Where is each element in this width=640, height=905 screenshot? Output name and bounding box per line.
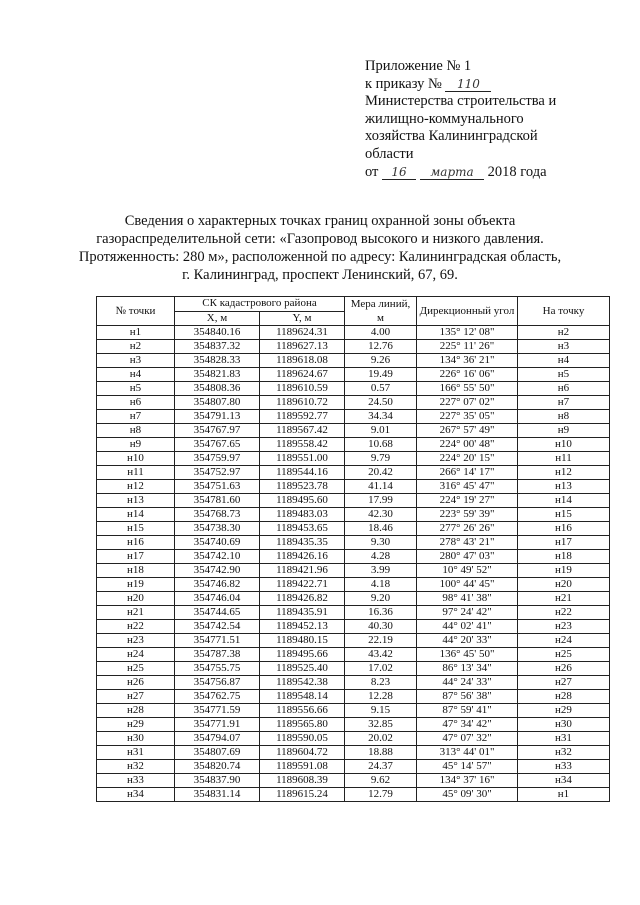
cell-y: 1189604.72 bbox=[260, 746, 345, 760]
cell-angle: 227° 35' 05" bbox=[417, 410, 518, 424]
table-row bbox=[97, 382, 610, 396]
header-sk: СК кадастрового района bbox=[175, 297, 345, 312]
cell-length: 9.30 bbox=[345, 536, 417, 550]
cell-x: 354751.63 bbox=[175, 480, 260, 494]
cell-x: 354820.74 bbox=[175, 760, 260, 774]
cell-point: н5 bbox=[97, 382, 175, 396]
cell-length: 4.00 bbox=[345, 326, 417, 340]
cell-y: 1189608.39 bbox=[260, 774, 345, 788]
cell-x: 354756.87 bbox=[175, 676, 260, 690]
table-row bbox=[97, 354, 610, 368]
cell-length: 18.88 bbox=[345, 746, 417, 760]
cell-y: 1189435.91 bbox=[260, 606, 345, 620]
cell-y: 1189523.78 bbox=[260, 480, 345, 494]
table-row bbox=[97, 606, 610, 620]
cell-to-point: н16 bbox=[518, 522, 610, 536]
cell-point: н34 bbox=[97, 788, 175, 802]
table-row bbox=[97, 578, 610, 592]
cell-point: н15 bbox=[97, 522, 175, 536]
cell-y: 1189542.38 bbox=[260, 676, 345, 690]
cell-length: 17.99 bbox=[345, 494, 417, 508]
cell-to-point: н4 bbox=[518, 354, 610, 368]
cell-y: 1189435.35 bbox=[260, 536, 345, 550]
cell-y: 1189422.71 bbox=[260, 578, 345, 592]
cell-x: 354752.97 bbox=[175, 466, 260, 480]
table-row bbox=[97, 634, 610, 648]
cell-angle: 47° 34' 42" bbox=[417, 718, 518, 732]
cell-y: 1189426.16 bbox=[260, 550, 345, 564]
cell-angle: 278° 43' 21" bbox=[417, 536, 518, 550]
cell-length: 34.34 bbox=[345, 410, 417, 424]
cell-point: н13 bbox=[97, 494, 175, 508]
table-row bbox=[97, 760, 610, 774]
cell-y: 1189615.24 bbox=[260, 788, 345, 802]
table-row bbox=[97, 592, 610, 606]
table-row bbox=[97, 522, 610, 536]
cell-length: 12.79 bbox=[345, 788, 417, 802]
table-row bbox=[97, 620, 610, 634]
cell-to-point: н11 bbox=[518, 452, 610, 466]
cell-angle: 226° 16' 06" bbox=[417, 368, 518, 382]
cell-angle: 136° 45' 50" bbox=[417, 648, 518, 662]
table-row bbox=[97, 494, 610, 508]
cell-length: 12.76 bbox=[345, 340, 417, 354]
cell-point: н14 bbox=[97, 508, 175, 522]
date-line bbox=[365, 164, 615, 182]
cell-length: 24.37 bbox=[345, 760, 417, 774]
cell-to-point: н31 bbox=[518, 732, 610, 746]
table-row bbox=[97, 788, 610, 802]
cell-angle: 316° 45' 47" bbox=[417, 480, 518, 494]
table-row bbox=[97, 718, 610, 732]
cell-angle: 134° 36' 21" bbox=[417, 354, 518, 368]
table-row bbox=[97, 410, 610, 424]
cell-x: 354794.07 bbox=[175, 732, 260, 746]
cell-to-point: н6 bbox=[518, 382, 610, 396]
ministry-line-3: хозяйства Калининградской bbox=[365, 128, 538, 145]
cell-x: 354837.32 bbox=[175, 340, 260, 354]
cell-to-point: н28 bbox=[518, 690, 610, 704]
cell-angle: 98° 41' 38" bbox=[417, 592, 518, 606]
cell-y: 1189452.13 bbox=[260, 620, 345, 634]
cell-x: 354808.36 bbox=[175, 382, 260, 396]
table-row bbox=[97, 368, 610, 382]
header-angle: Дирекционный угол bbox=[417, 297, 518, 326]
date-day-handwritten: 16 bbox=[382, 165, 416, 180]
cell-point: н4 bbox=[97, 368, 175, 382]
cell-x: 354787.38 bbox=[175, 648, 260, 662]
cell-length: 43.42 bbox=[345, 648, 417, 662]
table-row bbox=[97, 340, 610, 354]
cell-point: н33 bbox=[97, 774, 175, 788]
table-row bbox=[97, 536, 610, 550]
appendix-block bbox=[365, 58, 615, 181]
cell-point: н31 bbox=[97, 746, 175, 760]
cell-y: 1189495.66 bbox=[260, 648, 345, 662]
cell-point: н29 bbox=[97, 718, 175, 732]
cell-y: 1189544.16 bbox=[260, 466, 345, 480]
cell-to-point: н32 bbox=[518, 746, 610, 760]
cell-point: н27 bbox=[97, 690, 175, 704]
order-number-handwritten: 110 bbox=[445, 77, 491, 92]
table-body bbox=[97, 326, 610, 802]
order-line bbox=[365, 76, 615, 94]
cell-y: 1189610.59 bbox=[260, 382, 345, 396]
cell-to-point: н1 bbox=[518, 788, 610, 802]
cell-angle: 45° 14' 57" bbox=[417, 760, 518, 774]
table-row bbox=[97, 746, 610, 760]
cell-point: н24 bbox=[97, 648, 175, 662]
cell-y: 1189525.40 bbox=[260, 662, 345, 676]
cell-to-point: н20 bbox=[518, 578, 610, 592]
cell-length: 9.15 bbox=[345, 704, 417, 718]
cell-point: н3 bbox=[97, 354, 175, 368]
cell-point: н18 bbox=[97, 564, 175, 578]
cell-point: н16 bbox=[97, 536, 175, 550]
cell-point: н12 bbox=[97, 480, 175, 494]
ministry-line-4: области bbox=[365, 145, 414, 162]
cell-length: 10.68 bbox=[345, 438, 417, 452]
cell-y: 1189624.31 bbox=[260, 326, 345, 340]
table-row bbox=[97, 508, 610, 522]
cell-x: 354742.54 bbox=[175, 620, 260, 634]
cell-x: 354744.65 bbox=[175, 606, 260, 620]
cell-x: 354767.97 bbox=[175, 424, 260, 438]
cell-y: 1189551.00 bbox=[260, 452, 345, 466]
table-row bbox=[97, 648, 610, 662]
cell-to-point: н8 bbox=[518, 410, 610, 424]
cell-point: н8 bbox=[97, 424, 175, 438]
table-row bbox=[97, 480, 610, 494]
cell-y: 1189426.82 bbox=[260, 592, 345, 606]
header-to-point: На точку bbox=[518, 297, 610, 326]
order-prefix: к приказу № bbox=[365, 75, 442, 92]
cell-length: 32.85 bbox=[345, 718, 417, 732]
cell-to-point: н34 bbox=[518, 774, 610, 788]
cell-y: 1189453.65 bbox=[260, 522, 345, 536]
cell-x: 354767.65 bbox=[175, 438, 260, 452]
cell-point: н21 bbox=[97, 606, 175, 620]
cell-y: 1189567.42 bbox=[260, 424, 345, 438]
cell-length: 3.99 bbox=[345, 564, 417, 578]
ministry-line-2: жилищно-коммунального bbox=[365, 110, 524, 127]
table-row bbox=[97, 550, 610, 564]
cell-angle: 223° 59' 39" bbox=[417, 508, 518, 522]
cell-x: 354840.16 bbox=[175, 326, 260, 340]
cell-to-point: н17 bbox=[518, 536, 610, 550]
cell-length: 4.18 bbox=[345, 578, 417, 592]
cell-length: 40.30 bbox=[345, 620, 417, 634]
cell-to-point: н13 bbox=[518, 480, 610, 494]
cell-point: н25 bbox=[97, 662, 175, 676]
table-row bbox=[97, 690, 610, 704]
cell-point: н26 bbox=[97, 676, 175, 690]
heading-line-4: г. Калининград, проспект Ленинский, 67, 69. bbox=[182, 267, 458, 283]
cell-y: 1189480.15 bbox=[260, 634, 345, 648]
cell-length: 9.01 bbox=[345, 424, 417, 438]
cell-y: 1189590.05 bbox=[260, 732, 345, 746]
cell-x: 354781.60 bbox=[175, 494, 260, 508]
table-row bbox=[97, 466, 610, 480]
cell-angle: 280° 47' 03" bbox=[417, 550, 518, 564]
cell-point: н6 bbox=[97, 396, 175, 410]
cell-to-point: н18 bbox=[518, 550, 610, 564]
table-row bbox=[97, 396, 610, 410]
cell-length: 9.26 bbox=[345, 354, 417, 368]
cell-x: 354762.75 bbox=[175, 690, 260, 704]
cell-to-point: н9 bbox=[518, 424, 610, 438]
table-row bbox=[97, 676, 610, 690]
header-y: Y, м bbox=[260, 311, 345, 326]
cell-point: н20 bbox=[97, 592, 175, 606]
cell-angle: 86° 13' 34" bbox=[417, 662, 518, 676]
cell-length: 9.62 bbox=[345, 774, 417, 788]
cell-x: 354738.30 bbox=[175, 522, 260, 536]
cell-to-point: н22 bbox=[518, 606, 610, 620]
cell-angle: 225° 11' 26" bbox=[417, 340, 518, 354]
cell-length: 41.14 bbox=[345, 480, 417, 494]
cell-y: 1189495.60 bbox=[260, 494, 345, 508]
cell-point: н1 bbox=[97, 326, 175, 340]
cell-angle: 44° 24' 33" bbox=[417, 676, 518, 690]
cell-y: 1189421.96 bbox=[260, 564, 345, 578]
cell-length: 18.46 bbox=[345, 522, 417, 536]
cell-length: 0.57 bbox=[345, 382, 417, 396]
cell-length: 22.19 bbox=[345, 634, 417, 648]
document-heading bbox=[70, 212, 570, 284]
cell-x: 354831.14 bbox=[175, 788, 260, 802]
cell-y: 1189548.14 bbox=[260, 690, 345, 704]
table-row bbox=[97, 662, 610, 676]
cell-to-point: н27 bbox=[518, 676, 610, 690]
cell-to-point: н10 bbox=[518, 438, 610, 452]
cell-x: 354768.73 bbox=[175, 508, 260, 522]
cell-y: 1189556.66 bbox=[260, 704, 345, 718]
cell-x: 354807.80 bbox=[175, 396, 260, 410]
cell-angle: 10° 49' 52" bbox=[417, 564, 518, 578]
cell-to-point: н7 bbox=[518, 396, 610, 410]
table-row bbox=[97, 438, 610, 452]
cell-x: 354746.82 bbox=[175, 578, 260, 592]
cell-length: 9.79 bbox=[345, 452, 417, 466]
date-month-handwritten: марта bbox=[420, 165, 484, 180]
cell-angle: 227° 07' 02" bbox=[417, 396, 518, 410]
cell-angle: 277° 26' 26" bbox=[417, 522, 518, 536]
cell-to-point: н14 bbox=[518, 494, 610, 508]
cell-x: 354742.90 bbox=[175, 564, 260, 578]
heading-line-2: газораспределительной сети: «Газопровод высокого и низкого давления. bbox=[96, 231, 544, 247]
cell-to-point: н12 bbox=[518, 466, 610, 480]
cell-angle: 135° 12' 08" bbox=[417, 326, 518, 340]
table-row bbox=[97, 424, 610, 438]
cell-angle: 47° 07' 32" bbox=[417, 732, 518, 746]
cell-length: 17.02 bbox=[345, 662, 417, 676]
cell-x: 354791.13 bbox=[175, 410, 260, 424]
cell-y: 1189618.08 bbox=[260, 354, 345, 368]
cell-point: н19 bbox=[97, 578, 175, 592]
cell-point: н10 bbox=[97, 452, 175, 466]
cell-x: 354771.51 bbox=[175, 634, 260, 648]
cell-y: 1189591.08 bbox=[260, 760, 345, 774]
cell-angle: 266° 14' 17" bbox=[417, 466, 518, 480]
heading-line-1: Сведения о характерных точках границ охранной зоны объекта bbox=[124, 213, 516, 229]
cell-point: н17 bbox=[97, 550, 175, 564]
cell-to-point: н30 bbox=[518, 718, 610, 732]
cell-x: 354742.10 bbox=[175, 550, 260, 564]
cell-point: н11 bbox=[97, 466, 175, 480]
table-row bbox=[97, 564, 610, 578]
header-length: Мера линий, м bbox=[345, 297, 417, 326]
cell-point: н22 bbox=[97, 620, 175, 634]
table-row bbox=[97, 452, 610, 466]
cell-angle: 313° 44' 01" bbox=[417, 746, 518, 760]
cell-to-point: н5 bbox=[518, 368, 610, 382]
cell-y: 1189592.77 bbox=[260, 410, 345, 424]
cell-length: 16.36 bbox=[345, 606, 417, 620]
cell-to-point: н21 bbox=[518, 592, 610, 606]
cell-y: 1189610.72 bbox=[260, 396, 345, 410]
date-suffix: 2018 года bbox=[487, 163, 547, 180]
cell-x: 354771.59 bbox=[175, 704, 260, 718]
cell-angle: 100° 44' 45" bbox=[417, 578, 518, 592]
cell-to-point: н33 bbox=[518, 760, 610, 774]
cell-to-point: н25 bbox=[518, 648, 610, 662]
cell-y: 1189565.80 bbox=[260, 718, 345, 732]
cell-to-point: н24 bbox=[518, 634, 610, 648]
cell-point: н28 bbox=[97, 704, 175, 718]
table-row bbox=[97, 732, 610, 746]
cell-x: 354740.69 bbox=[175, 536, 260, 550]
cell-point: н7 bbox=[97, 410, 175, 424]
cell-to-point: н29 bbox=[518, 704, 610, 718]
cell-angle: 267° 57' 49" bbox=[417, 424, 518, 438]
cell-angle: 224° 00' 48" bbox=[417, 438, 518, 452]
cell-length: 19.49 bbox=[345, 368, 417, 382]
cell-to-point: н15 bbox=[518, 508, 610, 522]
cell-angle: 224° 20' 15" bbox=[417, 452, 518, 466]
cell-point: н2 bbox=[97, 340, 175, 354]
cell-to-point: н23 bbox=[518, 620, 610, 634]
boundary-points-table bbox=[96, 296, 610, 802]
cell-angle: 134° 37' 16" bbox=[417, 774, 518, 788]
cell-x: 354771.91 bbox=[175, 718, 260, 732]
appendix-title: Приложение № 1 bbox=[365, 58, 472, 74]
table-row bbox=[97, 704, 610, 718]
table-row bbox=[97, 774, 610, 788]
cell-angle: 224° 19' 27" bbox=[417, 494, 518, 508]
cell-length: 24.50 bbox=[345, 396, 417, 410]
cell-length: 9.20 bbox=[345, 592, 417, 606]
cell-length: 20.02 bbox=[345, 732, 417, 746]
cell-point: н30 bbox=[97, 732, 175, 746]
cell-x: 354807.69 bbox=[175, 746, 260, 760]
cell-angle: 87° 59' 41" bbox=[417, 704, 518, 718]
cell-point: н23 bbox=[97, 634, 175, 648]
cell-length: 12.28 bbox=[345, 690, 417, 704]
cell-point: н32 bbox=[97, 760, 175, 774]
heading-line-3: Протяженность: 280 м», расположенной по адресу: Калининградская область, bbox=[78, 249, 562, 265]
header-point: № точки bbox=[97, 297, 175, 326]
cell-y: 1189483.03 bbox=[260, 508, 345, 522]
date-prefix: от bbox=[365, 163, 379, 180]
cell-to-point: н26 bbox=[518, 662, 610, 676]
cell-x: 354821.83 bbox=[175, 368, 260, 382]
cell-y: 1189624.67 bbox=[260, 368, 345, 382]
cell-angle: 44° 20' 33" bbox=[417, 634, 518, 648]
cell-angle: 45° 09' 30" bbox=[417, 788, 518, 802]
cell-length: 4.28 bbox=[345, 550, 417, 564]
cell-angle: 44° 02' 41" bbox=[417, 620, 518, 634]
cell-x: 354746.04 bbox=[175, 592, 260, 606]
cell-x: 354755.75 bbox=[175, 662, 260, 676]
cell-angle: 97° 24' 42" bbox=[417, 606, 518, 620]
ministry-line-1: Министерства строительства и bbox=[365, 93, 557, 110]
cell-length: 20.42 bbox=[345, 466, 417, 480]
header-x: X, м bbox=[175, 311, 260, 326]
cell-length: 8.23 bbox=[345, 676, 417, 690]
cell-x: 354837.90 bbox=[175, 774, 260, 788]
cell-length: 42.30 bbox=[345, 508, 417, 522]
cell-y: 1189558.42 bbox=[260, 438, 345, 452]
cell-to-point: н2 bbox=[518, 326, 610, 340]
cell-angle: 166° 55' 50" bbox=[417, 382, 518, 396]
cell-x: 354759.97 bbox=[175, 452, 260, 466]
cell-angle: 87° 56' 38" bbox=[417, 690, 518, 704]
cell-point: н9 bbox=[97, 438, 175, 452]
cell-x: 354828.33 bbox=[175, 354, 260, 368]
cell-to-point: н3 bbox=[518, 340, 610, 354]
cell-to-point: н19 bbox=[518, 564, 610, 578]
cell-y: 1189627.13 bbox=[260, 340, 345, 354]
table-row bbox=[97, 326, 610, 340]
